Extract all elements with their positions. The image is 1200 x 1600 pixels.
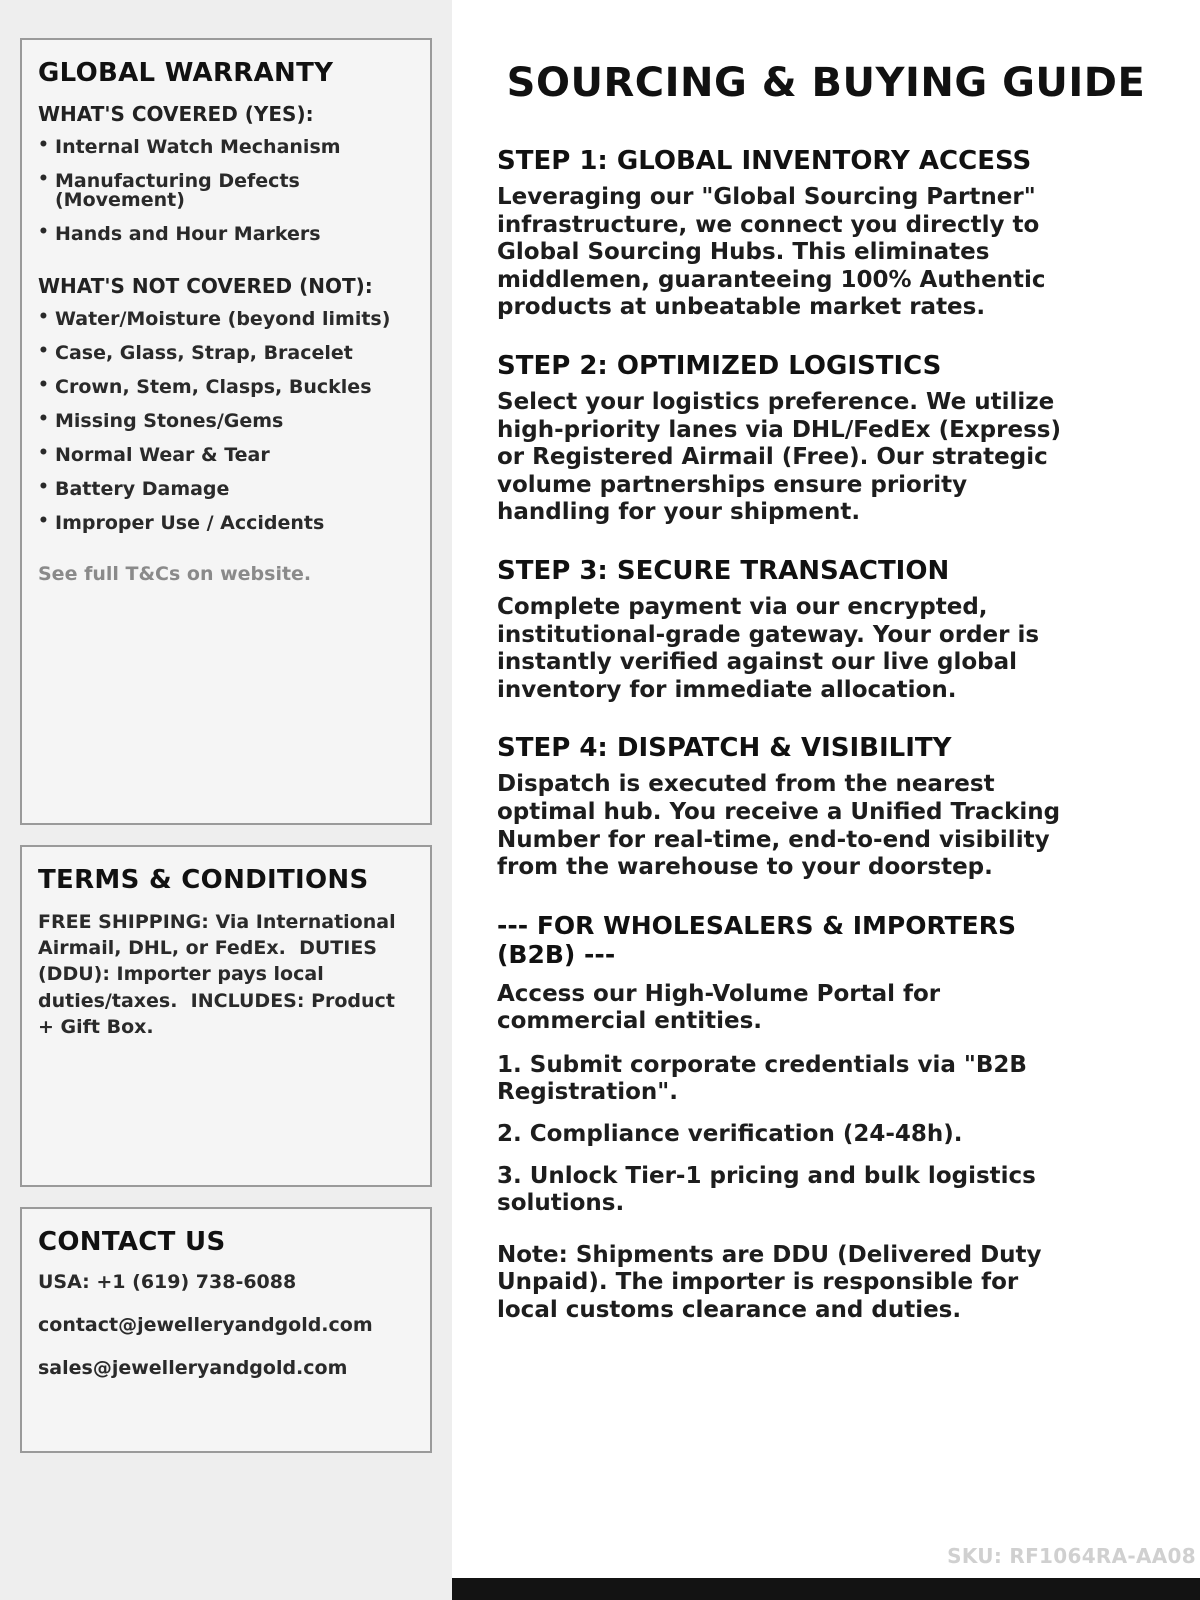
step-1-body: Leveraging our "Global Sourcing Partner" infrastructure, we connect you directly to Global Sourcing Hubs. This eliminates middlemen, guaranteeing 100% Authentic products at unbeatable market rates. [497,184,1046,321]
not-covered-item: • Crown, Stem, Clasps, Buckles [38,378,414,397]
sales-email: sales@jewelleryandgold.com [38,1357,348,1379]
not-covered-item: • Improper Use / Accidents [38,514,414,533]
b2b-section [497,911,1062,1325]
step-2-heading: STEP 2: OPTIMIZED LOGISTICS [497,350,942,381]
step-3-body: Complete payment via our encrypted, institutional-grade gateway. Your order is instantly verified against our live global inventory for immediate allocation. [497,593,1040,703]
covered-item: • Hands and Hour Markers [38,225,414,244]
not-covered-item: • Battery Damage [38,480,414,499]
terms-body: FREE SHIPPING: Via International Airmail, DHL, or FedEx. DUTIES (DDU): Importer pays local duties/taxes. INCLUDES: Product + Gift Box. [38,911,403,1038]
contact-phone: USA: +1 (619) 738-6088 [38,1271,297,1293]
b2b-heading: --- FOR WHOLESALERS & IMPORTERS (B2B) --- [497,910,1016,969]
b2b-step-2: 2. Compliance verification (24-48h). [497,1121,963,1148]
step-3-heading: STEP 3: SECURE TRANSACTION [497,555,950,586]
b2b-intro: Access our High-Volume Portal for commercial entities. [497,980,941,1035]
step-3 [497,556,1062,704]
sku-label: SKU: RF1064RA-AA08 [947,1544,1196,1568]
step-1-heading: STEP 1: GLOBAL INVENTORY ACCESS [497,146,1032,176]
b2b-step-1: 1. Submit corporate credentials via "B2B Registration". [497,1051,1027,1106]
not-covered-item: • Missing Stones/Gems [38,412,414,431]
contact-email: contact@jewelleryandgold.com [38,1314,373,1336]
terms-box [20,845,432,1187]
terms-title: TERMS & CONDITIONS [38,865,369,895]
not-covered-item: • Normal Wear & Tear [38,446,414,465]
warranty-footnote: See full T&Cs on website. [38,563,312,585]
not-covered-list [38,310,414,533]
bottom-bar [452,1578,1200,1600]
contact-title: CONTACT US [38,1227,226,1257]
step-4-body: Dispatch is executed from the nearest optimal hub. You receive a Unified Tracking Number for real-time, end-to-end visibility from the warehouse to your doorstep. [497,771,1061,881]
sidebar [0,0,452,1600]
step-4-heading: STEP 4: DISPATCH & VISIBILITY [497,733,952,764]
steps-section [497,146,1062,1325]
page-title: SOURCING & BUYING GUIDE [506,60,1146,106]
step-4 [497,733,1062,881]
covered-item: • Manufacturing Defects (Movement) [38,172,414,210]
b2b-note: Note: Shipments are DDU (Delivered Duty Unpaid). The importer is responsible for local customs clearance and duties. [497,1241,1042,1324]
not-covered-item: • Case, Glass, Strap, Bracelet [38,344,414,363]
covered-heading: WHAT'S COVERED (YES): [38,102,314,126]
step-1 [497,146,1062,322]
main-content [452,0,1200,1600]
covered-list [38,138,414,244]
covered-item: • Internal Watch Mechanism [38,138,414,157]
not-covered-item: • Water/Moisture (beyond limits) [38,310,414,329]
global-warranty-box [20,38,432,825]
step-2-body: Select your logistics preference. We utilize high-priority lanes via DHL/FedEx (Express) or Registered Airmail (Free). Our strategic volume partnerships ensure priority handling for your shipment. [497,388,1061,526]
contact-box [20,1207,432,1453]
step-2 [497,351,1062,527]
warranty-title: GLOBAL WARRANTY [38,58,334,88]
not-covered-heading: WHAT'S NOT COVERED (NOT): [38,274,373,298]
b2b-step-3: 3. Unlock Tier-1 pricing and bulk logistics solutions. [497,1162,1036,1217]
